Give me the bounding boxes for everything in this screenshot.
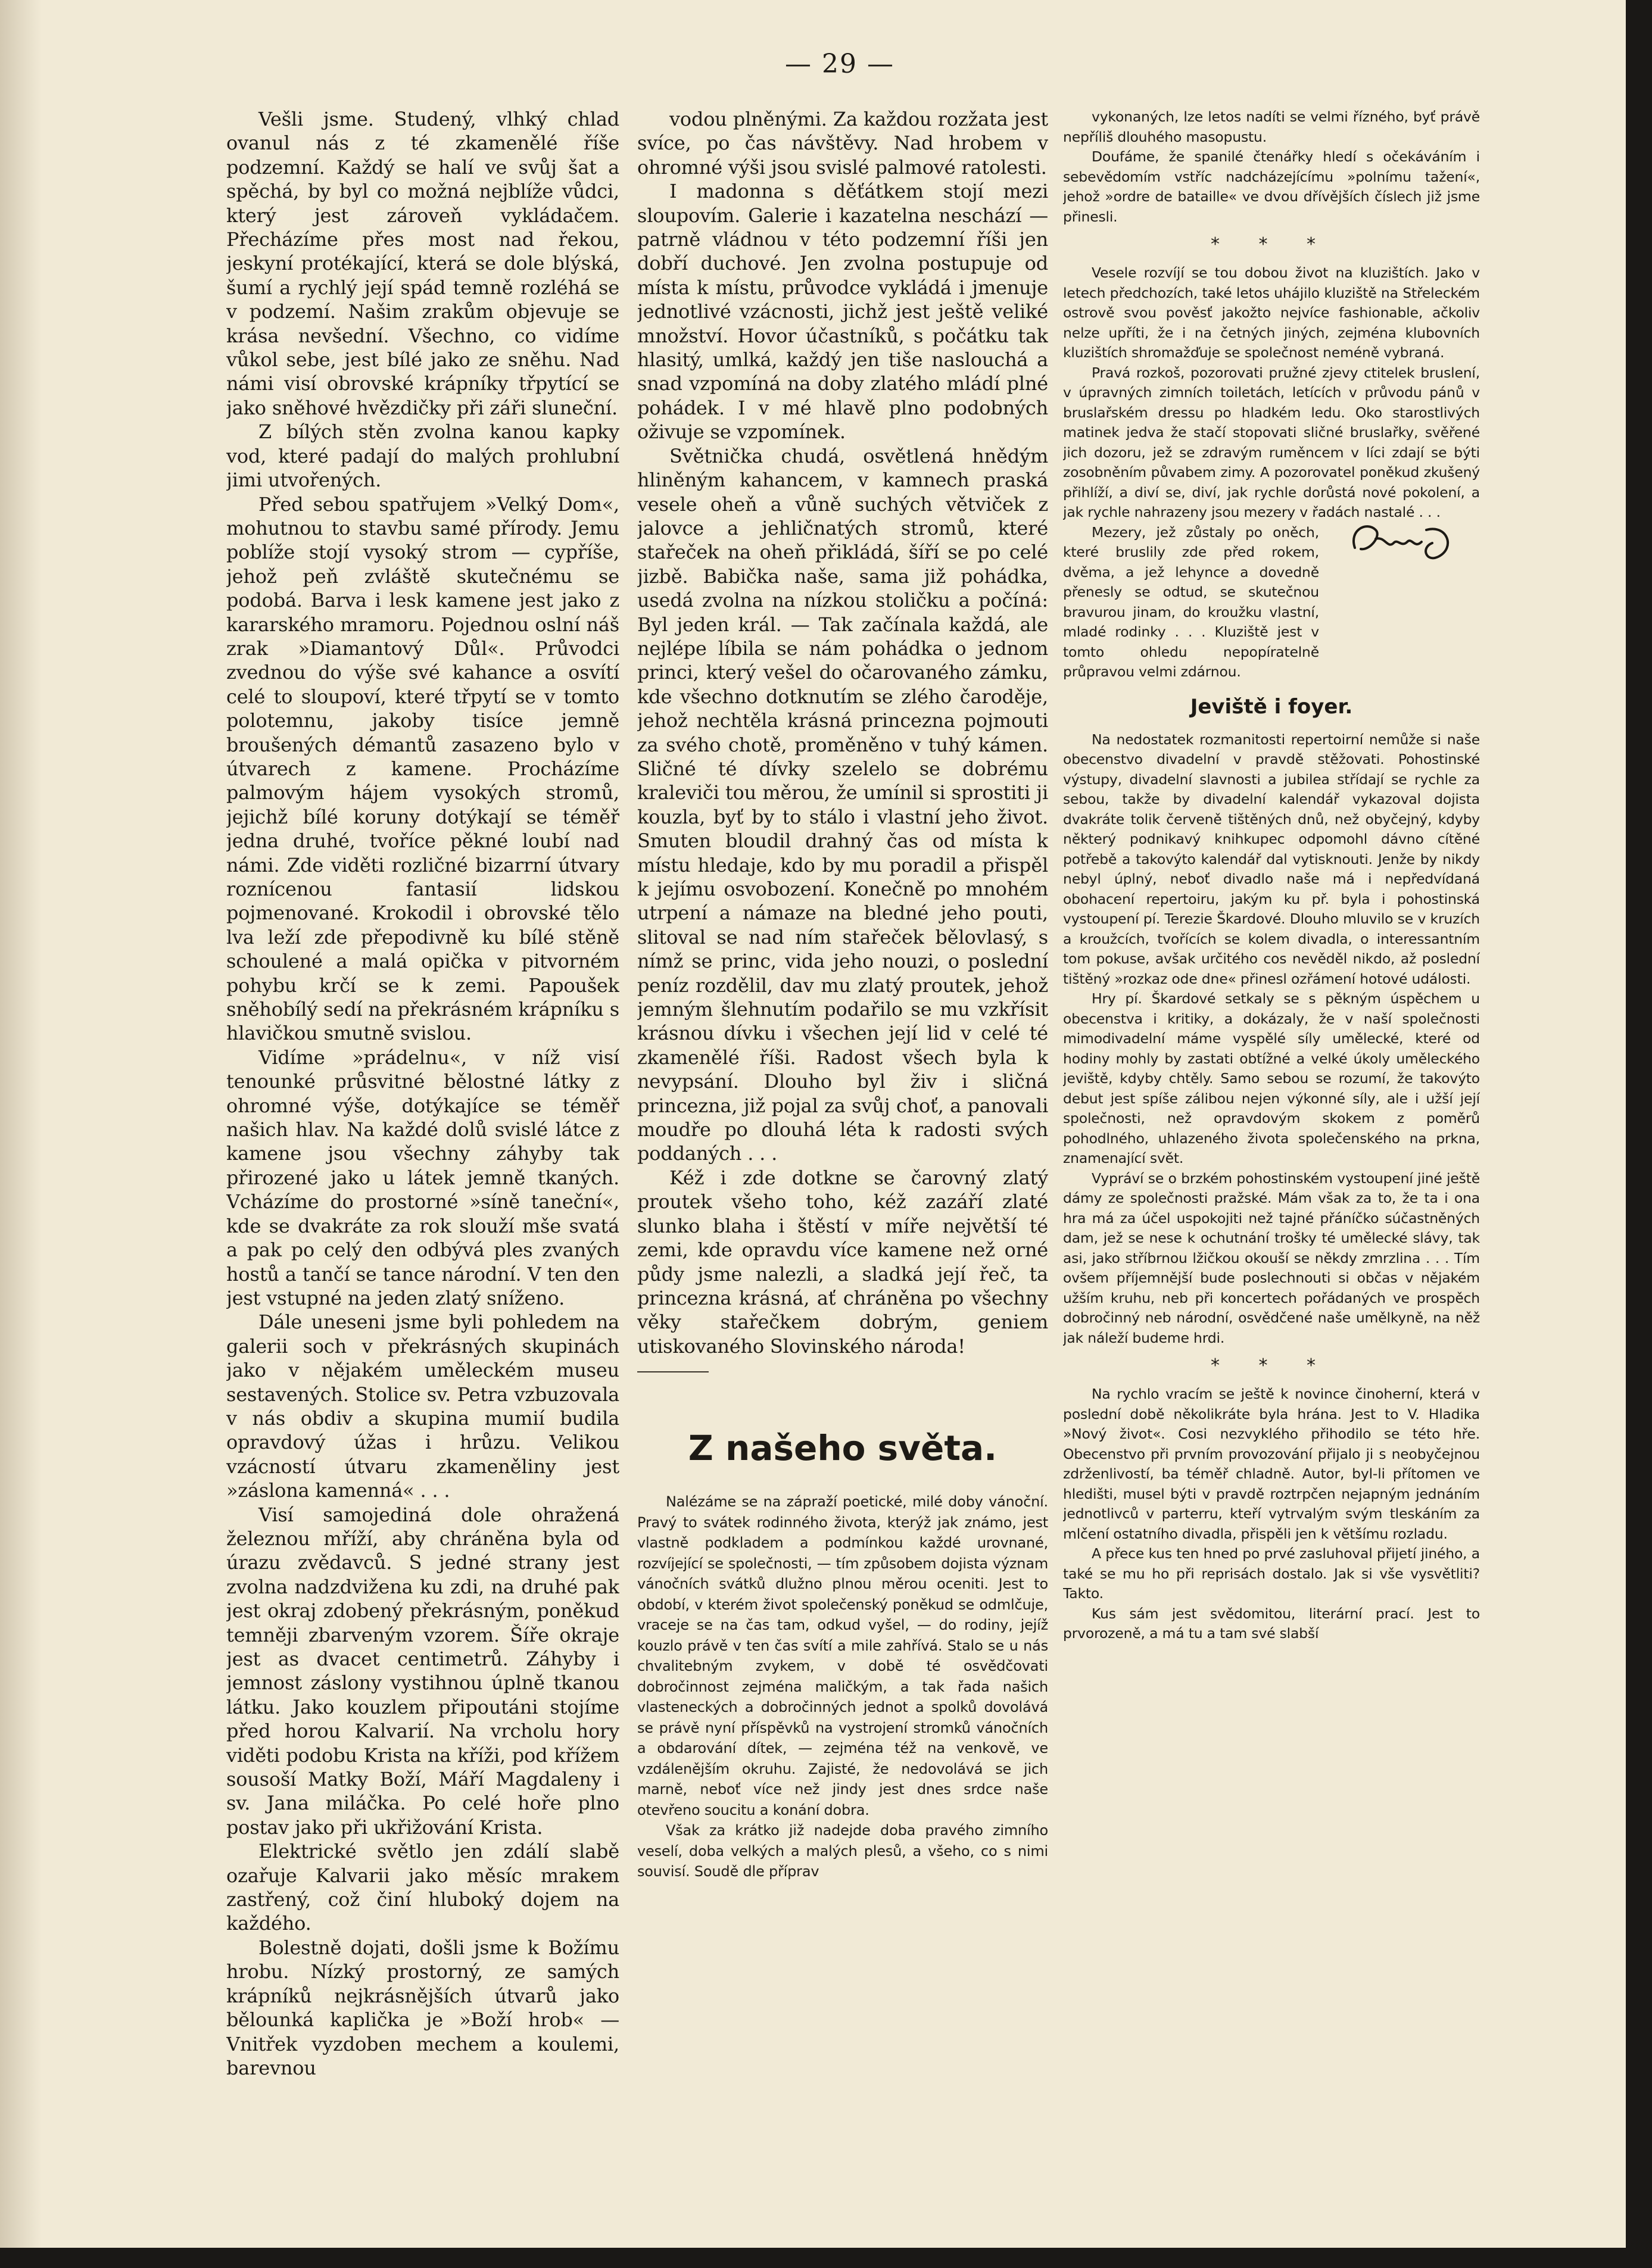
paragraph: Hry pí. Škardové setkaly se s pěkným úspěchem u obecenstva i kritiky, a dokázaly, že v naší společnosti mimodivadelní máme vyspělé síly umělecké, které od hodiny mohly by zastati obtížné a velké úkoly uměleckého jeviště, kdyby chtěly. Samo sebou se rozumí, že takovýto debut jest spíše zálibou nejen výkonné síly, ale i užší její společnosti, než opravdovým skokem z poměrů pohodlného, uhlazeného života společenského na prkna, znamenající svět. — [1063, 990, 1480, 1166]
paragraph: Vidíme »prádelnu«, v níž visí tenounké průsvitné bělostné látky z ohromné výše, dotýkajíce se téměř našich hlav. Na každé dolů svislé látce z kamene jsou všechny záhyby tak přirozené jako u látek jemně tkaných. Vcházíme do prostorné »síně taneční«, kde se dvakráte za rok slouží mše svatá a pak po celý den odbývá ples zvaných hostů a tančí se tance národní. V ten den jest vstupné na jeden zlatý sníženo. — [226, 1046, 619, 1309]
paragraph: Nalézáme se na zápraží poetické, milé doby vánoční. Pravý to svátek rodinného života, kterýž jak známo, jest vlastně podkladem a podmínkou každé urovnané, rozvíjející se společnosti, — tím způsobem dojista význam vánočních svátků dlužno plnou měrou oceniti. Jest to období, v kterém život společenský poněkud se odmlčuje, vraceje se na čas tam, odkud vyšel, — do rodiny, jejíž kouzlo právě v ten čas svítí a mile zahřívá. Stalo se u nás chvalitebným zvykem, v době té osvědčovati dobročinnost zejména maličkým, a tak řada našich vlasteneckých a dobročinných jednot a spolků dovolává se právě nyní příspěvků na vystrojení stromků vánočních a obdarování dítek, — zejména též na venkově, ve vzdálenějším okruhu. Zajisté, že nedovolává se jich marně, neboť více než jindy jest dnes srdce naše otevřeno soucitu a konání dobra. — [637, 1493, 1048, 1818]
section-title: Z našeho světa. — [688, 1428, 998, 1469]
column-2 — [637, 107, 1048, 2227]
column-1 — [226, 107, 619, 2227]
paragraph: vykonaných, lze letos nadíti se velmi řízného, byť právě nepříliš dlouhého masopustu. — [1063, 108, 1480, 145]
binding-shadow — [0, 0, 42, 2268]
column-3 — [1063, 107, 1480, 2227]
section-body — [637, 1492, 1048, 1882]
paragraph: Visí samojediná dole ohražená železnou mříží, aby chráněna byla od úrazu zvědavců. S jedné strany jest zvolna nadzdvižena ku zdi, na druhé pak jest okraj zdobený překrásným, poněkud temněji zbarveným vzorem. Šíře okraje jest as dvacet centimetrů. Záhyby i jemnost záslony vystihnou úplně tkanou látku. Jako kouzlem připoutáni stojíme před horou Kalvarií. Na vrcholu hory viděti podobu Krista na kříži, pod křížem sousoší Matky Boží, Máří Magdaleny i sv. Jana miláčka. Po celé hoře plno postav jako při ukřižování Krista. — [226, 1503, 619, 1839]
scan-border-bottom — [0, 2248, 1652, 2268]
paragraph: Doufáme, že spanilé čtenářky hledí s očekáváním i sebevědomím vstříc nadcházejícímu »polnímu tažení«, jehož »ordre de bataille« ve dvou dřívějších číslech již jsme přinesli. — [1063, 148, 1480, 225]
paragraph: Však za krátko již nadejde doba pravého zimního veselí, doba velkých a malých plesů, a všeho, co s nimi souvisí. Soudě dle příprav — [637, 1822, 1048, 1880]
paragraph: Elektrické světlo jen zdálí slabě ozařuje Kalvarii jako měsíc mrakem zastřený, což činí hluboký dojem na každého. — [226, 1840, 619, 1935]
paragraph: I madonna s děťátkem stojí mezi sloupovím. Galerie i kazatelna neschází — patrně vládnou v této podzemní říši jen dobří duchové. Jen zvolna postupuje od místa k místu, průvodce vykládá i jmenuje jednotlivé vzácnosti, jichž jest ještě veliké množství. Hovor účastníků, s počátku tak hlasitý, umlká, každý jen tiše naslouchá a snad vzpomíná na doby zlatého mládí plné pohádek. I v mé hlavě plno podobných oživuje se vzpomínek. — [637, 180, 1048, 444]
paragraph: Kus sám jest svědomitou, literární prací. Jest to prvorozeně, a má tu a tam své slabší — [1063, 1605, 1480, 1642]
paragraph: Dále uneseni jsme byli pohledem na galerii soch v překrásných skupinách jako v nějakém uměleckém museu sestavených. Stolice sv. Petra vzbuzovala v nás obdiv a skupina mumií budila opravdový úžas i hrůzu. Velikou vzácností útvaru zkameněliny jest »záslona kamenná« . . . — [226, 1311, 619, 1502]
paragraph: vodou plněnými. Za každou rozžata jest svíce, po čas návštěvy. Nad hrobem v ohromné výši jsou svislé palmové ratolesti. — [637, 108, 1048, 179]
paragraph: Kéž i zde dotkne se čarovný zlatý proutek všeho toho, kéž zazáří zlaté slunko blaha i štěstí v míře největší té zemi, kde opravdu více kamene než orné půdy jsme nalezli, a sladká její řeč, ta princezna krásná, ať chráněna po všechny věky stařečkem dobrým, geniem utiskovaného Slovinského národa! — [637, 1166, 1048, 1358]
subheading: Jeviště i foyer. — [1190, 694, 1353, 719]
paragraph: Světnička chudá, osvětlená hnědým hliněným kahancem, v kamnech praská vesele oheň a vůně suchých větviček z jalovce a jehličnatých stromů, které stařeček na oheň přikládá, šíří se po celé jizbě. Babička naše, sama již pohádka, usedá zvolna na nízkou stoličku a počíná: Byl jeden král. — Tak začínala každá, ale nejlépe líbila se nám pohádka o jednom princi, který vešel do očarovaného zámku, kde všechno dotknutím se zlého čaroděje, jehož nechtěla krásná princezna pojmouti za svého chotě, proměněno v tuhý kámen. Sličné té dívky szelelo se dobrému kraleviči tou měrou, že umínil si sprostiti ji kouzla, byť by to stálo i vlastní jeho život. Smuten bloudil drahný čas od místa k místu hledaje, kdo by mu poradil a přispěl k jejímu osvobození. Konečně po mnohém utrpení a námaze na bledné jeho pouti, slitoval se nad ním stařeček bělovlasý, s nímž se princ, vida jeho nouzi, o poslední peníz rozdělil, dav mu zlatý proutek, jehož jemným šlehnutím podařilo se mu vzkřísit krásnou dívku i všechen její lid v celé té zkamenělé říši. Radost všech byla k nevypsání. Dlouho byl živ i sličná princezna, již pojal za svůj choť, a panovali moudře po dlouhá léta k radosti svých poddaných . . . — [637, 444, 1048, 1165]
paragraph: Na nedostatek rozmanitosti repertoirní nemůže si naše obecenstvo divadelní v pravdě stěžovati. Pohostinské výstupy, divadelní slavnosti a jubilea střídají se rychle za sebou, takže by divadelní kalendář vykazoval dojista dvakráte tolik červeně tištěných dnů, než obyčejný, kdyby některý podnikavý knihkupec odpomohl dávno cítěné potřebě a takovýto kalendář dal vytisknouti. Jenže by nikdy nebyl úplný, neboť divadlo naše má i nepředvídaná obohacení repertoiru, jakým ku př. byla i pohostinská vystoupení pí. Terezie Škardové. Dlouho mluvilo se v kruzích a kroužcích, tvořících se kolem divadla, o interessantním tom pokuse, avšak určitého cos nevěděl nikdo, až poslední tištěný »rozkaz ode dne« přinesl ozřámení hotové události. — [1063, 731, 1480, 987]
asterisk-divider: * * * — [1210, 234, 1333, 255]
paragraph: Mezery, jež zůstaly po oněch, které bruslily zde před rokem, dvěma, a jež lehynce a dovedně přenesly se odtud, se skutečnou bravurou jinam, do kroužku vlastní, mladé rodinky . . . Kluziště jest v tomto ohledu nepopíratelně průpravou velmi zdárnou. — [1063, 523, 1319, 680]
signature-row — [1063, 523, 1480, 682]
paragraph: Z bílých stěn zvolna kanou kapky vod, které padají do malých prohlubní jimi utvořených. — [226, 420, 619, 492]
asterisk-divider: * * * — [1210, 1355, 1333, 1376]
paragraph: Pravá rozkoš, pozorovati pružné zjevy ctitelek bruslení, v úpravných zimních toiletách, letících v průvodu pánů v bruslařském dressu po hladkém ledu. Oko starostlivých matinek jedva že stačí stopovati sličné bruslařky, svěřené jich dozoru, jež se zdravým ruměncem v líci zdají se býti zosobněním půvabem zimy. A pozorovatel poněkud zkušený přihlíží, a diví se, diví, jak rychle dorůstá nové pokolení, a jak rychle nahrazeny jsou mezery v řadách nastalé . . . — [1063, 364, 1480, 520]
paragraph: Na rychlo vracím se ještě k novince činoherní, která v poslední době několikráte byla hrána. Jest to V. Hladika »Nový život«. Cosi nezvyklého přihodilo se této hře. Obecenstvo při prvním provozování přijalo ji s neobyčejnou zdrženlivostí, ba téměř chladně. Autor, byl-li přítomen ve hledišti, musel býti v pravdě roztrpčen nejapným jednáním jednotlivců v parterru, kteří vytrvalým svým tleskáním za mlčení ostatního divadla, přispěli jen k většímu rozladu. — [1063, 1386, 1480, 1542]
paragraph: Před sebou spatřujem »Velký Dom«, mohutnou to stavbu samé přírody. Jemu poblíže stojí vysoký strom — cypříše, jehož peň zvláště skutečnému se podobá. Barva i lesk kamene jest jako z kararského mramoru. Pojednou oslní náš zrak »Diamantový Důl«. Průvodci zvednou do výše své kahance a osvítí celé to sloupoví, které třpytí se v tomto polotemnu, jakoby tisíce jemně broušených démantů zasazeno bylo v útvarech z kamene. Procházíme palmovým hájem vysokých stromů, jejichž bílé koruny dotýkají se téměř jedna druhé, tvoříce pěkné loubí nad námi. Zde viděti rozličné bizarrní útvary roznícenou fantasií lidskou pojmenované. Krokodil i obrovské tělo lva leží zde přepodivně ku bílé stěně schoulené a malá opička v pitvorném pohybu krčí se k zemi. Papoušek sněhobílý sedí na překrásném krápníku s hlavičkou smutně svislou. — [226, 492, 619, 1045]
scan-border-right — [1626, 0, 1652, 2268]
author-signature — [1343, 512, 1462, 572]
divider-rule — [637, 1371, 709, 1372]
paragraph: Vypráví se o brzkém pohostinském vystoupení jiné ještě dámy ze společnosti pražské. Mám však za to, že ta i ona hra má za účel uspokojiti než tajné přáníčko súčastněných dam, jež se nese k ochutnání trošky té umělecké slávy, tak asi, jako stříbrnou lžičkou okouší se někdy zmrzlina . . . Tím ovšem příjemnější bude poslechnouti si občas v nějakém užším kruhu, neb při koncertech pořádaných ve prospěch dobročinný neb národní, osvědčené naše umělkyně, na něž jak náleží budeme hrdi. — [1063, 1169, 1480, 1346]
paragraph: Vesele rozvíjí se tou dobou život na kluzištích. Jako v letech předchozích, také letos uhájilo kluziště na Střeleckém ostrově svou pověsť jakožto nejvíce fashionable, ačkoliv nelze upříti, že i na četných jiných, zejména klubovních kluzištích shromažďuje se společnost neméně vybraná. — [1063, 264, 1480, 361]
paragraph: Vešli jsme. Studený, vlhký chlad ovanul nás z té zkamenělé říše podzemní. Každý se halí ve svůj šat a spěchá, by byl co možná nejblíže vůdci, který jest zároveň vykládačem. Přecházíme přes most nad řekou, jeskyní protékající, která se dole blýská, šumí a rychlý její spád temně rozléhá se v podzemí. Našim zrakům objevuje se krása nevšední. Všechno, co vidíme vůkol sebe, jest bílé jako ze sněhu. Nad námi visí obrovské krápníky třpytící se jako sněhové hvězdičky při záři sluneční. — [226, 108, 619, 419]
page-number: — 29 — — [785, 49, 894, 79]
paragraph: Bolestně dojati, došli jsme k Božímu hrobu. Nízký prostorný, ze samých krápníků nejkrásnějších útvarů jako bělounká kaplička je »Boží hrob« — Vnitřek vyzdoben mechem a koulemi, barevnou — [226, 1936, 619, 2079]
paragraph: A přece kus ten hned po prvé zasluhoval přijetí jiného, a také se mu ho při reprisách dostalo. Jak si vše vysvětliti? Takto. — [1063, 1545, 1480, 1602]
